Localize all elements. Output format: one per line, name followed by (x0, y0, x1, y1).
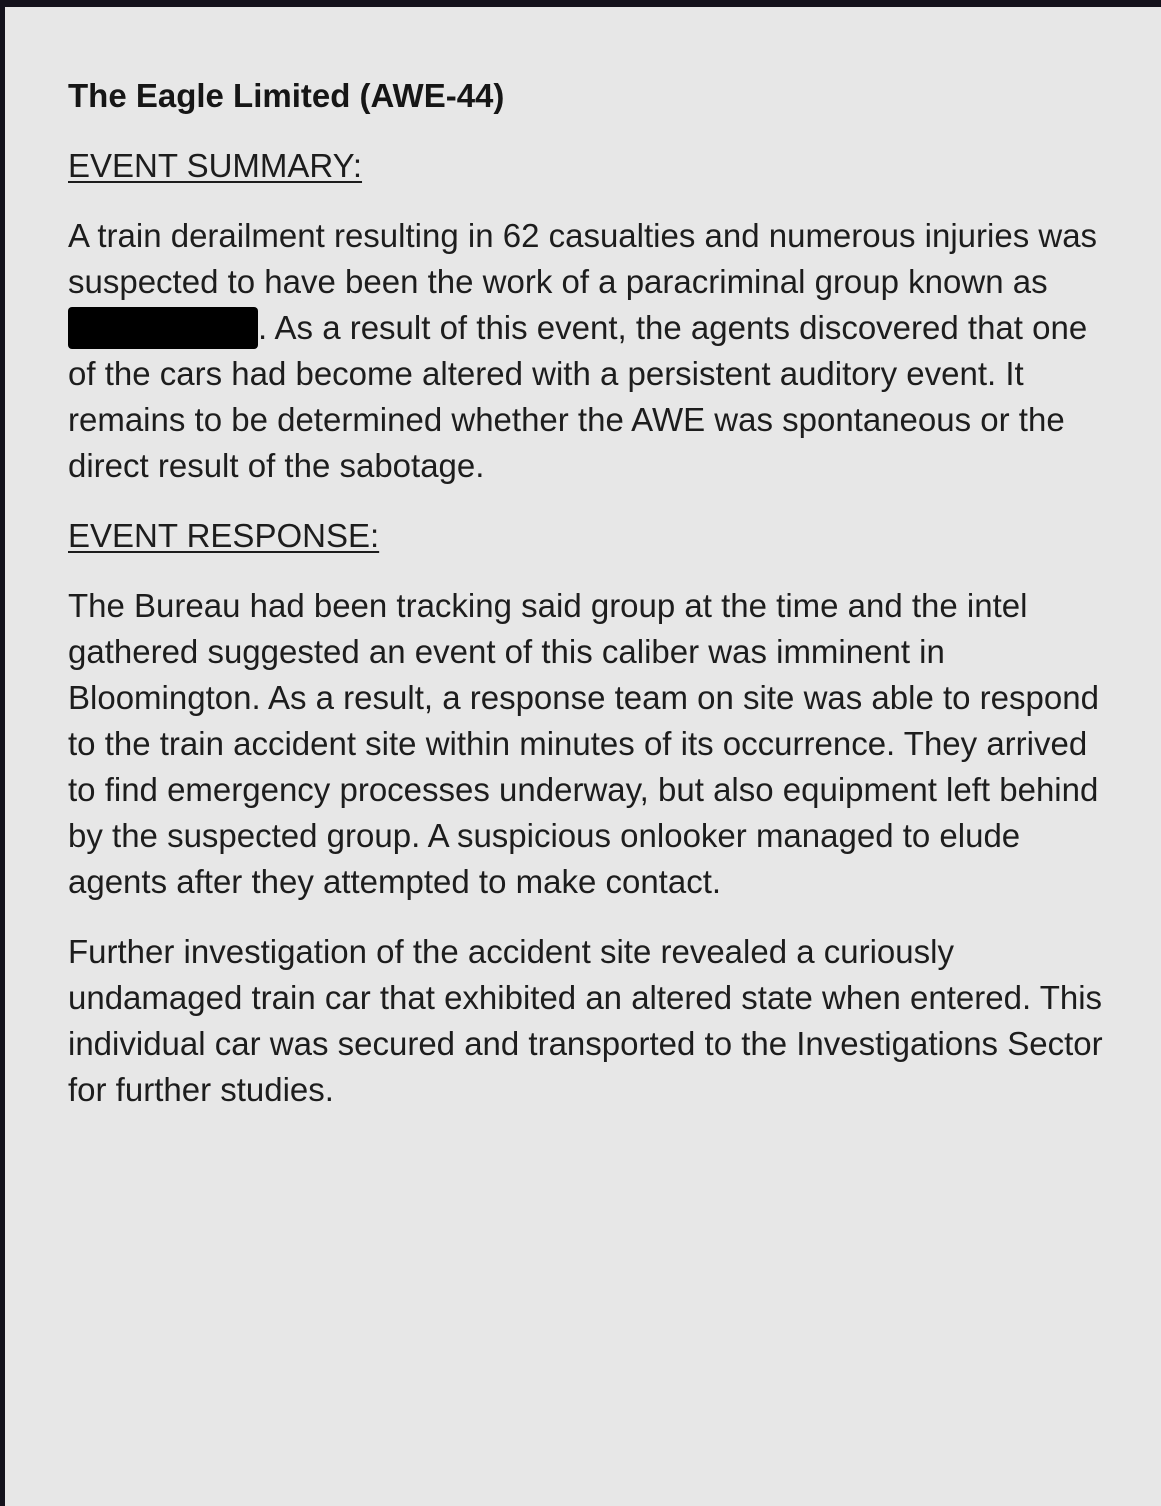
document-content (68, 73, 1108, 1137)
event-summary-text-start: A train derailment resulting in 62 casualties and numerous injuries was suspected to have been the work of a paracriminal group known as (68, 217, 1098, 300)
event-summary-heading: EVENT SUMMARY: (68, 147, 363, 184)
event-summary-paragraph (68, 213, 1108, 489)
event-response-heading: EVENT RESPONSE: (68, 517, 380, 554)
event-response-paragraph-1: The Bureau had been tracking said group at the time and the intel gathered suggested an event of this caliber was imminent in Bloomington. As a result, a response team on site was able to respond to the train accident site within minutes of its occurrence. They arrived to find emergency processes underway, but also equipment left behind by the suspected group. A suspicious onlooker managed to elude agents after they attempted to make contact. (68, 587, 1099, 900)
redaction-block (68, 307, 258, 349)
event-response-paragraph-2: Further investigation of the accident site revealed a curiously undamaged train car that exhibited an altered state when entered. This individual car was secured and transported to the Investigations Sector for further studies. (68, 933, 1103, 1108)
document-page (5, 7, 1161, 1506)
event-summary-text-end: . As a result of this event, the agents discovered that one of the cars had become altered with a persistent auditory event. It remains to be determined whether the AWE was spontaneous or the direct result of the sabotage. (68, 309, 1088, 484)
document-title: The Eagle Limited (AWE-44) (68, 77, 505, 114)
